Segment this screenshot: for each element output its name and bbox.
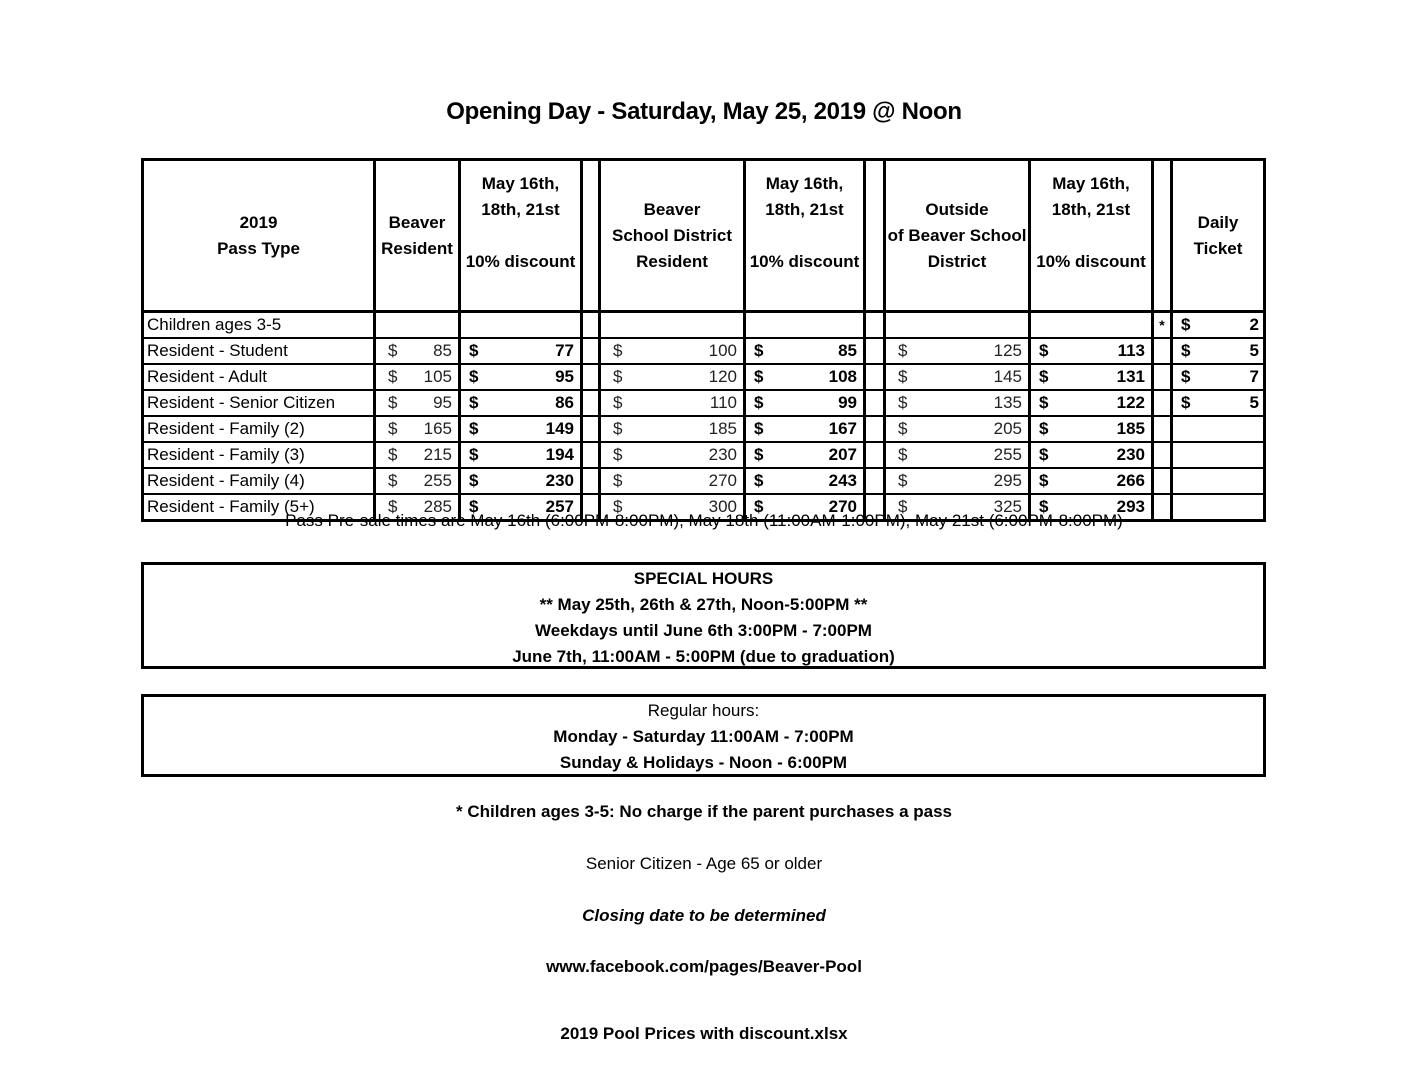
- spacer-cell: [865, 312, 885, 339]
- currency-symbol: $: [388, 419, 398, 438]
- school-district-price: [600, 390, 745, 416]
- footnote-marker-cell: [1153, 364, 1172, 390]
- daily-ticket-price: [1172, 364, 1265, 390]
- outside-district-price: [885, 442, 1030, 468]
- footnote-marker-cell: [1153, 338, 1172, 364]
- price-value: 167: [828, 419, 857, 438]
- header-discount-label: 10% discount: [1036, 252, 1146, 271]
- outside-district-discount-price: [1030, 468, 1153, 494]
- currency-symbol: $: [613, 341, 623, 360]
- school-district-price: [600, 416, 745, 442]
- outside-district-discount-price: [1030, 442, 1153, 468]
- currency-symbol: $: [388, 471, 398, 490]
- daily-ticket-price: [1172, 338, 1265, 364]
- price-value: 230: [1116, 445, 1145, 464]
- header-text: Resident: [381, 238, 453, 258]
- regular-hours-box: [141, 694, 1266, 777]
- price-value: 285: [423, 497, 452, 516]
- price-value: 85: [433, 341, 452, 360]
- presale-note: Pass Pre-sale times are May 16th (6:00PM-8:00PM), May 18th (11:00AM-1:00PM), May 21st (6:00PM-8:00PM): [285, 511, 1123, 530]
- outside-district-discount-price: [1030, 338, 1153, 364]
- header-text: 18th, 21st: [1051, 200, 1131, 219]
- header-text: May 16th,: [765, 174, 844, 193]
- currency-symbol: $: [898, 471, 908, 490]
- price-value: 100: [708, 341, 737, 360]
- currency-symbol: $: [754, 367, 764, 386]
- regular-hours-line: Monday - Saturday 11:00AM - 7:00PM: [553, 727, 854, 746]
- school-district-discount-price: [745, 338, 865, 364]
- table-row: [143, 416, 1265, 442]
- currency-symbol: $: [1181, 367, 1191, 386]
- currency-symbol: $: [754, 419, 764, 438]
- school-district-price: [600, 312, 745, 339]
- currency-symbol: $: [469, 341, 479, 360]
- price-value: 295: [993, 471, 1022, 490]
- price-value: 165: [423, 419, 452, 438]
- school-district-discount-price: [745, 364, 865, 390]
- price-value: 207: [828, 445, 857, 464]
- price-value: 255: [423, 471, 452, 490]
- beaver-discount-price: [460, 312, 582, 339]
- price-value: 149: [545, 419, 574, 438]
- table-row: [143, 442, 1265, 468]
- header-text: 18th, 21st: [765, 200, 844, 219]
- currency-symbol: $: [754, 341, 764, 360]
- currency-symbol: $: [613, 367, 623, 386]
- price-value: 293: [1116, 497, 1145, 516]
- outside-district-discount-price: [1030, 364, 1153, 390]
- header-text: Outside: [925, 200, 989, 219]
- price-value: 2: [1249, 315, 1259, 334]
- currency-symbol: $: [898, 393, 908, 412]
- price-value: 105: [423, 367, 452, 386]
- currency-symbol: $: [388, 497, 398, 516]
- beaver-discount-price: [460, 468, 582, 494]
- header-text: Beaver: [388, 212, 446, 232]
- special-hours-line: June 7th, 11:00AM - 5:00PM (due to graduation): [512, 647, 895, 666]
- table-row: [143, 364, 1265, 390]
- outside-district-price: [885, 364, 1030, 390]
- header-text: Daily: [1197, 212, 1239, 232]
- currency-symbol: $: [754, 393, 764, 412]
- price-value: 5: [1249, 393, 1259, 412]
- currency-symbol: $: [388, 341, 398, 360]
- special-hours-line: ** May 25th, 26th & 27th, Noon-5:00PM **: [539, 595, 868, 614]
- spacer-cell: [582, 416, 600, 442]
- special-hours-heading: SPECIAL HOURS: [633, 569, 774, 588]
- beaver-discount-price: [460, 416, 582, 442]
- pass-type-label: Resident - Student: [147, 341, 288, 360]
- header-text: Resident: [636, 252, 708, 271]
- price-value: 122: [1116, 393, 1145, 412]
- beaver-resident-price: [375, 468, 460, 494]
- beaver-resident-price: [375, 390, 460, 416]
- table-row: [143, 338, 1265, 364]
- price-value: 7: [1249, 367, 1259, 386]
- price-value: 108: [828, 367, 857, 386]
- price-value: 86: [555, 393, 574, 412]
- regular-hours-heading: Regular hours:: [647, 701, 760, 720]
- outside-district-price: [885, 338, 1030, 364]
- price-value: 95: [433, 393, 452, 412]
- facebook-link[interactable]: www.facebook.com/pages/Beaver-Pool: [546, 957, 862, 976]
- price-value: 194: [545, 445, 574, 464]
- beaver-resident-price: [375, 338, 460, 364]
- children-footnote: * Children ages 3-5: No charge if the parent purchases a pass: [456, 802, 952, 821]
- school-district-discount-price: [745, 468, 865, 494]
- price-value: 230: [545, 471, 574, 490]
- currency-symbol: $: [898, 341, 908, 360]
- currency-symbol: $: [898, 497, 908, 516]
- header-text: 18th, 21st: [481, 200, 560, 219]
- spacer-cell: [865, 416, 885, 442]
- footnote-marker-cell: [1153, 390, 1172, 416]
- currency-symbol: $: [388, 393, 398, 412]
- price-value: 185: [1116, 419, 1145, 438]
- price-value: 266: [1116, 471, 1145, 490]
- footnote-marker-cell: [1153, 312, 1172, 339]
- pass-price-table: [141, 158, 1266, 522]
- school-district-price: [600, 442, 745, 468]
- currency-symbol: $: [469, 497, 479, 516]
- price-value: 300: [708, 497, 737, 516]
- header-discount-label: 10% discount: [749, 252, 860, 271]
- pass-type-label: Resident - Adult: [147, 367, 268, 386]
- spacer-cell: [582, 364, 600, 390]
- spacer-cell: [582, 312, 600, 339]
- daily-ticket-price: [1172, 416, 1265, 442]
- file-name-footer: 2019 Pool Prices with discount.xlsx: [560, 1024, 848, 1043]
- header-spacer: [582, 160, 600, 312]
- school-district-discount-price: [745, 416, 865, 442]
- currency-symbol: $: [754, 445, 764, 464]
- header-pass-type-label: Pass Type: [217, 238, 300, 258]
- pass-type-cell: [143, 442, 375, 468]
- header-school-district-resident: [600, 160, 745, 312]
- school-district-discount-price: [745, 442, 865, 468]
- header-text: of Beaver School: [887, 226, 1027, 245]
- special-hours-box: [141, 562, 1266, 669]
- currency-symbol: $: [754, 471, 764, 490]
- header-school-discount: [745, 160, 865, 312]
- special-hours-line: Weekdays until June 6th 3:00PM - 7:00PM: [535, 621, 872, 640]
- price-value: 270: [708, 471, 737, 490]
- outside-district-discount-price: [1030, 390, 1153, 416]
- price-value: 255: [993, 445, 1022, 464]
- pass-type-label: Resident - Family (3): [147, 445, 305, 464]
- beaver-discount-price: [460, 390, 582, 416]
- daily-ticket-price: [1172, 312, 1265, 339]
- currency-symbol: $: [1181, 315, 1191, 334]
- table-row: [143, 468, 1265, 494]
- currency-symbol: $: [1039, 393, 1049, 412]
- price-value: 205: [993, 419, 1022, 438]
- price-value: 85: [838, 341, 857, 360]
- beaver-resident-price: [375, 312, 460, 339]
- pass-type-cell: [143, 416, 375, 442]
- currency-symbol: $: [898, 419, 908, 438]
- beaver-discount-price: [460, 364, 582, 390]
- beaver-resident-price: [375, 364, 460, 390]
- spacer-cell: [865, 390, 885, 416]
- beaver-discount-price: [460, 442, 582, 468]
- daily-ticket-price: [1172, 390, 1265, 416]
- currency-symbol: $: [469, 419, 479, 438]
- header-beaver-resident: [375, 160, 460, 312]
- beaver-discount-price: [460, 338, 582, 364]
- currency-symbol: $: [1039, 341, 1049, 360]
- table-row: [143, 312, 1265, 339]
- outside-district-price: [885, 468, 1030, 494]
- footnote-marker-cell: [1153, 468, 1172, 494]
- currency-symbol: $: [613, 497, 623, 516]
- currency-symbol: $: [1039, 367, 1049, 386]
- header-year: 2019: [239, 212, 278, 232]
- outside-district-price: [885, 390, 1030, 416]
- currency-symbol: $: [613, 393, 623, 412]
- price-value: 257: [545, 497, 574, 516]
- spacer-cell: [865, 468, 885, 494]
- pass-type-label: Resident - Family (2): [147, 419, 305, 438]
- spacer-cell: [865, 442, 885, 468]
- currency-symbol: $: [1039, 471, 1049, 490]
- price-value: 131: [1116, 367, 1145, 386]
- pass-type-label: Resident - Family (4): [147, 471, 305, 490]
- pass-type-cell: [143, 364, 375, 390]
- header-outside-district: [885, 160, 1030, 312]
- currency-symbol: $: [613, 471, 623, 490]
- spacer-cell: [582, 338, 600, 364]
- beaver-resident-price: [375, 416, 460, 442]
- price-value: 125: [993, 341, 1022, 360]
- outside-district-price: [885, 312, 1030, 339]
- pass-type-cell: [143, 338, 375, 364]
- school-district-price: [600, 468, 745, 494]
- currency-symbol: $: [613, 419, 623, 438]
- price-value: 95: [555, 367, 574, 386]
- outside-district-discount-price: [1030, 416, 1153, 442]
- currency-symbol: $: [1039, 497, 1049, 516]
- page-title: Opening Day - Saturday, May 25, 2019 @ Noon: [446, 98, 962, 125]
- currency-symbol: $: [469, 393, 479, 412]
- currency-symbol: $: [469, 445, 479, 464]
- price-table-body: [143, 312, 1265, 521]
- currency-symbol: $: [898, 445, 908, 464]
- currency-symbol: $: [754, 497, 764, 516]
- school-district-discount-price: [745, 312, 865, 339]
- pass-type-label: Children ages 3-5: [147, 315, 282, 334]
- outside-district-discount-price: [1030, 312, 1153, 339]
- daily-ticket-price: [1172, 468, 1265, 494]
- header-text: Beaver: [643, 200, 701, 219]
- currency-symbol: $: [469, 367, 479, 386]
- currency-symbol: $: [613, 445, 623, 464]
- pass-type-label: Resident - Senior Citizen: [147, 393, 336, 412]
- header-spacer: [865, 160, 885, 312]
- school-district-discount-price: [745, 390, 865, 416]
- footnote-marker-cell: [1153, 416, 1172, 442]
- currency-symbol: $: [898, 367, 908, 386]
- currency-symbol: $: [1039, 419, 1049, 438]
- senior-citizen-note: Senior Citizen - Age 65 or older: [585, 854, 823, 873]
- spacer-cell: [582, 442, 600, 468]
- pass-type-cell: [143, 468, 375, 494]
- spacer-cell: [582, 390, 600, 416]
- price-value: 120: [708, 367, 737, 386]
- price-value: 230: [708, 445, 737, 464]
- price-value: 215: [423, 445, 452, 464]
- price-value: 325: [993, 497, 1022, 516]
- price-value: 243: [828, 471, 857, 490]
- price-value: 113: [1117, 341, 1145, 360]
- header-discount-label: 10% discount: [465, 252, 576, 271]
- price-value: 99: [838, 393, 857, 412]
- price-value: 145: [993, 367, 1022, 386]
- header-beaver-discount: [460, 160, 582, 312]
- price-value: 270: [828, 497, 857, 516]
- price-value: 135: [993, 393, 1022, 412]
- outside-district-price: [885, 416, 1030, 442]
- footnote-marker-cell: [1153, 442, 1172, 468]
- header-pass-type: [143, 160, 375, 312]
- currency-symbol: $: [469, 471, 479, 490]
- school-district-price: [600, 364, 745, 390]
- header-spacer: [1153, 160, 1172, 312]
- spacer-cell: [582, 468, 600, 494]
- pass-type-cell: [143, 312, 375, 339]
- currency-symbol: $: [1181, 393, 1191, 412]
- school-district-price: [600, 338, 745, 364]
- header-text: May 16th,: [1052, 174, 1130, 193]
- currency-symbol: $: [1181, 341, 1191, 360]
- table-header-row: [143, 160, 1265, 312]
- header-text: May 16th,: [481, 174, 560, 193]
- header-text: District: [927, 252, 987, 271]
- price-value: 185: [708, 419, 737, 438]
- currency-symbol: $: [388, 367, 398, 386]
- spacer-cell: [865, 364, 885, 390]
- price-value: 77: [555, 341, 574, 360]
- pass-type-label: Resident - Family (5+): [147, 497, 315, 516]
- currency-symbol: $: [388, 445, 398, 464]
- regular-hours-line: Sunday & Holidays - Noon - 6:00PM: [559, 753, 848, 772]
- beaver-resident-price: [375, 442, 460, 468]
- pass-type-cell: [143, 390, 375, 416]
- header-text: Ticket: [1193, 238, 1243, 258]
- header-text: School District: [612, 226, 732, 245]
- header-daily-ticket: [1172, 160, 1265, 312]
- asterisk-marker: *: [1159, 317, 1165, 333]
- table-row: [143, 390, 1265, 416]
- header-outside-discount: [1030, 160, 1153, 312]
- daily-ticket-price: [1172, 442, 1265, 468]
- spacer-cell: [865, 338, 885, 364]
- price-value: 5: [1249, 341, 1259, 360]
- price-value: 110: [709, 393, 737, 412]
- closing-date-note: Closing date to be determined: [582, 906, 826, 925]
- currency-symbol: $: [1039, 445, 1049, 464]
